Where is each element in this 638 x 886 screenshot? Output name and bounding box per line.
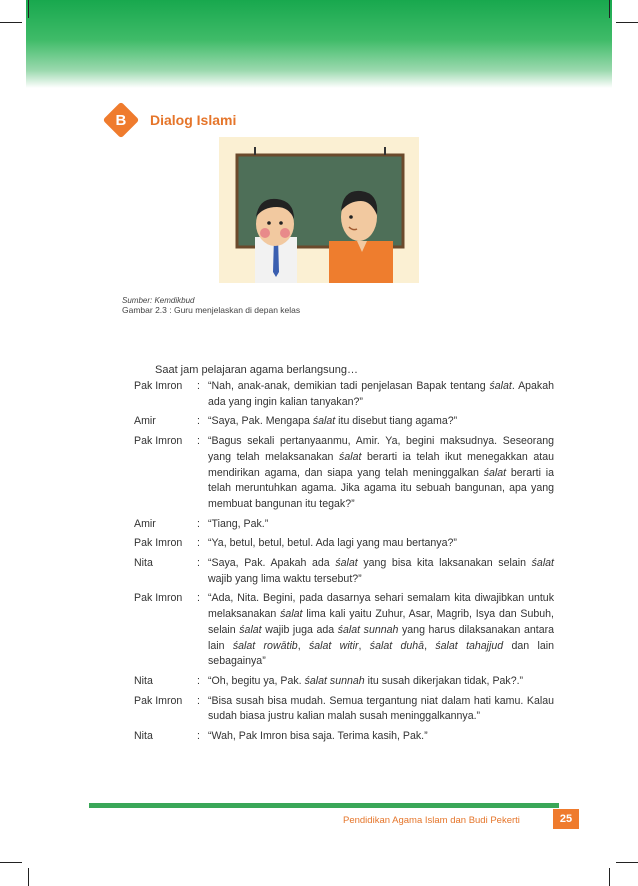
dialog-list	[134, 379, 554, 749]
dialog-text: ,	[358, 639, 370, 652]
dialog-speaker: Pak Imron	[134, 694, 183, 707]
dialog-speaker: Nita	[134, 557, 153, 570]
dialog-speaker: Nita	[134, 730, 153, 743]
dialog-colon: :	[197, 380, 200, 392]
dialog-line	[208, 536, 554, 552]
dialog-line	[208, 729, 554, 745]
dialog-text: “Tiang, Pak.”	[208, 517, 269, 530]
dialog-text: “Nah, anak-anak, demikian tadi penjelasan Bapak tentang	[208, 380, 490, 392]
dialog-colon: :	[197, 435, 200, 448]
italic-term: śalat duhā	[369, 639, 425, 652]
dialog-speaker: Amir	[134, 517, 156, 530]
dialog-speaker: Pak Imron	[134, 537, 183, 550]
dialog-row	[134, 414, 554, 430]
dialog-colon: :	[197, 537, 200, 550]
dialog-row	[134, 729, 554, 745]
page-number: 25	[553, 809, 579, 829]
dialog-line	[208, 556, 554, 587]
dialog-intro: Saat jam pelajaran agama berlangsung…	[155, 364, 359, 376]
dialog-speaker: Amir	[134, 415, 156, 428]
dialog-line	[208, 674, 554, 690]
dialog-text: ,	[424, 639, 436, 652]
header-band	[26, 0, 612, 88]
dialog-line	[208, 591, 554, 670]
dialog-colon: :	[197, 517, 200, 530]
dialog-text: “Ada, Nita. Begini, pada dasarnya sehari semalam kita diwajibkan untuk melaksanakan	[208, 592, 554, 621]
dialog-line	[208, 434, 554, 513]
italic-term: śalat sunnah	[337, 623, 399, 636]
dialog-text: yang harus dilaksanakan antara lain	[208, 623, 555, 652]
dialog-row	[134, 536, 554, 552]
classroom-illustration	[219, 137, 419, 283]
dialog-text: . Apakah ada yang ingin kalian tanyakan?”	[208, 380, 555, 408]
dialog-text: “Bagus sekali pertanyaanmu, Amir. Ya, begini maksudnya. Seseorang yang telah melaksanakan	[208, 435, 554, 463]
dialog-text: “Saya, Pak. Apakah ada	[208, 557, 336, 570]
dialog-line	[208, 414, 554, 430]
dialog-colon: :	[197, 592, 200, 605]
dialog-colon: :	[197, 694, 200, 707]
dialog-text: “Ya, betul, betul, betul. Ada lagi yang mau bertanya?”	[208, 537, 457, 550]
figure-caption: Gambar 2.3 : Guru menjelaskan di depan kelas	[122, 305, 301, 315]
dialog-colon: :	[197, 674, 200, 687]
italic-term: śalat sunnah	[304, 674, 365, 687]
section-title: Dialog Islami	[150, 112, 237, 128]
crop-mark	[609, 0, 610, 18]
dialog-speaker: Pak Imron	[134, 592, 183, 605]
dialog-line	[208, 694, 554, 725]
dialog-row	[134, 434, 554, 513]
crop-mark	[0, 22, 22, 23]
crop-mark	[616, 22, 638, 23]
crop-mark	[616, 862, 638, 863]
dialog-row	[134, 379, 554, 410]
dialog-text: yang bisa kita laksanakan selain	[357, 557, 532, 570]
dialog-row	[134, 591, 554, 670]
italic-term: śalat	[483, 466, 507, 479]
crop-mark	[609, 868, 610, 886]
dialog-row	[134, 694, 554, 725]
italic-term: śalat	[280, 608, 303, 621]
crop-mark	[0, 862, 22, 863]
dialog-text: dan lain sebagainya”	[208, 639, 555, 668]
dialog-colon: :	[197, 415, 200, 428]
dialog-text: itu disebut tiang agama?”	[335, 415, 458, 428]
crop-mark	[28, 868, 29, 886]
dialog-text: “Oh, begitu ya, Pak.	[208, 674, 305, 687]
dialog-text: berarti ia telah ikut menegakkan atau mendirikan agama, dan siapa yang telah meninggalkan	[208, 450, 555, 479]
dialog-text: ,	[297, 639, 309, 652]
dialog-row	[134, 556, 554, 587]
dialog-speaker: Pak Imron	[134, 435, 183, 448]
dialog-colon: :	[197, 730, 200, 743]
italic-term: śalat	[335, 557, 358, 570]
dialog-text: berarti ia telah meruntuhkan agama. Jika agama itu sebuah bangunan, apa yang membuat bangunan itu tegak?”	[208, 466, 554, 510]
dialog-text: “Saya, Pak. Mengapa	[208, 415, 313, 428]
dialog-speaker: Nita	[134, 674, 153, 687]
dialog-text: itu susah dikerjakan tidak, Pak?.”	[364, 674, 524, 687]
italic-term: śalat	[339, 450, 362, 463]
dialog-text: wajib yang lima waktu tersebut?”	[208, 572, 362, 585]
figure-source: Sumber: Kemdikbud	[122, 296, 195, 305]
italic-term: śalat witir	[308, 639, 359, 652]
italic-term: śalat	[312, 415, 336, 428]
dialog-text: “Wah, Pak Imron bisa saja. Terima kasih, Pak.”	[208, 730, 428, 743]
italic-term: śalat rowātib	[232, 639, 298, 652]
dialog-line	[208, 517, 554, 533]
dialog-row	[134, 517, 554, 533]
italic-term: śalat	[531, 557, 555, 570]
italic-term: śalat tahajjud	[435, 639, 504, 652]
italic-term: śalat	[239, 623, 262, 636]
dialog-row	[134, 674, 554, 690]
dialog-text: wajib juga ada	[261, 623, 338, 636]
footer-rule	[89, 803, 559, 808]
crop-mark	[28, 0, 29, 18]
dialog-speaker: Pak Imron	[134, 380, 183, 392]
section-badge: B	[103, 102, 140, 139]
dialog-line	[208, 379, 554, 410]
italic-term: śalat	[489, 380, 512, 392]
dialog-text: “Bisa susah bisa mudah. Semua tergantung niat dalam hati kamu. Kalau sudah biasa justru kalian malah susah meninggalkannya.”	[208, 694, 554, 723]
dialog-colon: :	[197, 557, 200, 570]
book-title: Pendidikan Agama Islam dan Budi Pekerti	[343, 815, 520, 826]
dialog-text: lima kali yaitu Zuhur, Asar, Magrib, Isya dan Subuh, selain	[208, 608, 555, 636]
section-heading	[108, 107, 236, 133]
